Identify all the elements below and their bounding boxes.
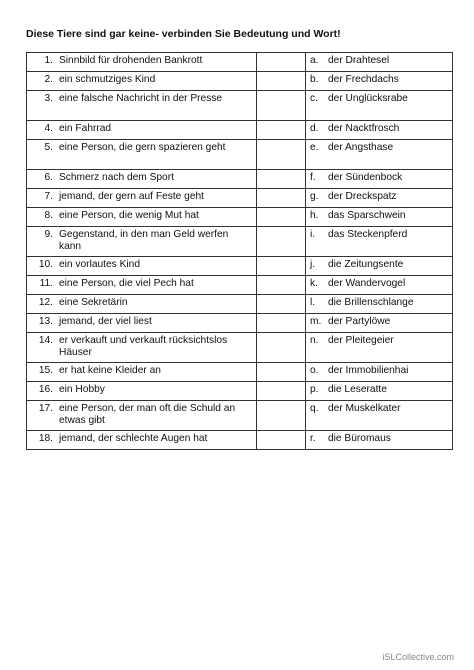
definition-number: 10. <box>38 259 53 270</box>
word-cell <box>306 189 453 208</box>
word-cell <box>306 363 453 382</box>
definition-cell <box>27 53 257 72</box>
word-cell <box>306 257 453 276</box>
answer-blank-cell[interactable] <box>257 53 306 72</box>
word-text: der Partylöwe <box>328 316 391 327</box>
answer-blank-cell[interactable] <box>257 295 306 314</box>
definition-cell <box>27 227 257 257</box>
word-text: der Pleitegeier <box>328 335 394 346</box>
table-row <box>27 170 453 189</box>
definition-text: Schmerz nach dem Sport <box>59 172 174 183</box>
table-row <box>27 363 453 382</box>
word-letter: n. <box>310 335 319 346</box>
definition-text: er verkauft und verkauft rücksichtslos Häuser <box>59 335 228 358</box>
answer-blank-cell[interactable] <box>257 401 306 431</box>
word-cell <box>306 276 453 295</box>
word-text: der Angsthase <box>328 142 394 153</box>
definition-text: ein Fahrrad <box>59 123 112 134</box>
definition-text: jemand, der schlechte Augen hat <box>59 433 208 444</box>
answer-blank-cell[interactable] <box>257 121 306 140</box>
table-row <box>27 72 453 91</box>
table-row <box>27 53 453 72</box>
word-letter: l. <box>310 297 316 308</box>
table-row <box>27 382 453 401</box>
definition-cell <box>27 295 257 314</box>
word-text: das Steckenpferd <box>328 229 408 240</box>
answer-blank-cell[interactable] <box>257 208 306 227</box>
word-letter: e. <box>310 142 319 153</box>
word-cell <box>306 140 453 170</box>
definition-cell <box>27 189 257 208</box>
answer-blank-cell[interactable] <box>257 189 306 208</box>
word-letter: i. <box>310 229 316 240</box>
table-row <box>27 91 453 121</box>
definition-cell <box>27 72 257 91</box>
word-letter: c. <box>310 93 318 104</box>
answer-blank-cell[interactable] <box>257 170 306 189</box>
definition-cell <box>27 333 257 363</box>
answer-blank-cell[interactable] <box>257 140 306 170</box>
definition-text: jemand, der viel liest <box>59 316 152 327</box>
word-cell <box>306 314 453 333</box>
table-row <box>27 208 453 227</box>
table-row <box>27 314 453 333</box>
definition-number: 18. <box>38 433 53 444</box>
definition-number: 15. <box>38 365 53 376</box>
definition-text: eine Person, die viel Pech hat <box>59 278 194 289</box>
definition-text: er hat keine Kleider an <box>59 365 161 376</box>
definition-cell <box>27 401 257 431</box>
word-letter: b. <box>310 74 319 85</box>
definition-number: 12. <box>38 297 53 308</box>
definition-number: 6. <box>44 172 53 183</box>
table-row <box>27 189 453 208</box>
answer-blank-cell[interactable] <box>257 91 306 121</box>
word-text: der Dreckspatz <box>328 191 397 202</box>
answer-blank-cell[interactable] <box>257 276 306 295</box>
word-text: die Büromaus <box>328 433 391 444</box>
definition-cell <box>27 140 257 170</box>
word-letter: f. <box>310 172 316 183</box>
definition-cell <box>27 121 257 140</box>
table-row <box>27 333 453 363</box>
definition-number: 16. <box>38 384 53 395</box>
word-text: der Drahtesel <box>328 55 390 66</box>
table-row <box>27 431 453 450</box>
definition-text: eine falsche Nachricht in der Presse <box>59 93 223 104</box>
word-text: die Brillenschlange <box>328 297 414 308</box>
word-text: der Muskelkater <box>328 403 401 414</box>
table-row <box>27 121 453 140</box>
table-row <box>27 401 453 431</box>
answer-blank-cell[interactable] <box>257 314 306 333</box>
word-cell <box>306 208 453 227</box>
word-text: der Nacktfrosch <box>328 123 400 134</box>
answer-blank-cell[interactable] <box>257 363 306 382</box>
definition-text: Gegenstand, in den man Geld werfen kann <box>59 229 229 252</box>
word-text: die Zeitungsente <box>328 259 404 270</box>
definition-text: jemand, der gern auf Feste geht <box>59 191 204 202</box>
word-cell <box>306 333 453 363</box>
definition-text: eine Person, der man oft die Schuld an etwas gibt <box>59 403 236 426</box>
definition-number: 14. <box>38 335 53 346</box>
word-cell <box>306 72 453 91</box>
definition-number: 7. <box>44 191 53 202</box>
word-cell <box>306 170 453 189</box>
matching-rows <box>27 53 453 450</box>
word-letter: q. <box>310 403 319 414</box>
definition-cell <box>27 314 257 333</box>
footer-brand: iSLCollective.com <box>382 652 454 662</box>
word-letter: r. <box>310 433 316 444</box>
answer-blank-cell[interactable] <box>257 333 306 363</box>
word-letter: d. <box>310 123 319 134</box>
answer-blank-cell[interactable] <box>257 227 306 257</box>
word-cell <box>306 401 453 431</box>
definition-text: eine Person, die wenig Mut hat <box>59 210 199 221</box>
definition-number: 13. <box>38 316 53 327</box>
answer-blank-cell[interactable] <box>257 431 306 450</box>
word-cell <box>306 121 453 140</box>
matching-table <box>26 52 453 450</box>
word-letter: h. <box>310 210 319 221</box>
word-letter: m. <box>310 316 322 327</box>
definition-number: 9. <box>44 229 53 240</box>
table-row <box>27 227 453 257</box>
page-title: Diese Tiere sind gar keine- verbinden Sie Bedeutung und Wort! <box>26 28 341 40</box>
definition-number: 8. <box>44 210 53 221</box>
definition-cell <box>27 276 257 295</box>
word-text: die Leseratte <box>328 384 387 395</box>
table-row <box>27 140 453 170</box>
answer-blank-cell[interactable] <box>257 72 306 91</box>
definition-cell <box>27 382 257 401</box>
word-text: der Frechdachs <box>328 74 399 85</box>
definition-cell <box>27 363 257 382</box>
definition-text: eine Person, die gern spazieren geht <box>59 142 226 153</box>
definition-number: 1. <box>44 55 53 66</box>
word-text: der Sündenbock <box>328 172 403 183</box>
definition-cell <box>27 91 257 121</box>
definition-number: 3. <box>44 93 53 104</box>
word-cell <box>306 382 453 401</box>
definition-cell <box>27 208 257 227</box>
word-cell <box>306 431 453 450</box>
word-letter: p. <box>310 384 319 395</box>
word-cell <box>306 227 453 257</box>
word-letter: j. <box>310 259 316 270</box>
definition-cell <box>27 257 257 276</box>
definition-number: 17. <box>38 403 53 414</box>
definition-text: eine Sekretärin <box>59 297 128 308</box>
word-letter: a. <box>310 55 319 66</box>
word-letter: k. <box>310 278 318 289</box>
word-letter: g. <box>310 191 319 202</box>
word-cell <box>306 91 453 121</box>
word-cell <box>306 53 453 72</box>
word-text: der Wandervogel <box>328 278 406 289</box>
definition-number: 4. <box>44 123 53 134</box>
table-row <box>27 257 453 276</box>
table-row <box>27 276 453 295</box>
answer-blank-cell[interactable] <box>257 382 306 401</box>
definition-number: 2. <box>44 74 53 85</box>
table-row <box>27 295 453 314</box>
definition-text: Sinnbild für drohenden Bankrott <box>59 55 203 66</box>
definition-text: ein vorlautes Kind <box>59 259 140 270</box>
word-text: der Unglücksrabe <box>328 93 408 104</box>
definition-number: 11. <box>39 278 53 289</box>
definition-text: ein Hobby <box>59 384 105 395</box>
definition-number: 5. <box>44 142 53 153</box>
definition-text: ein schmutziges Kind <box>59 74 156 85</box>
answer-blank-cell[interactable] <box>257 257 306 276</box>
word-cell <box>306 295 453 314</box>
definition-cell <box>27 170 257 189</box>
word-text: der Immobilienhai <box>328 365 409 376</box>
word-letter: o. <box>310 365 319 376</box>
word-text: das Sparschwein <box>328 210 406 221</box>
definition-cell <box>27 431 257 450</box>
